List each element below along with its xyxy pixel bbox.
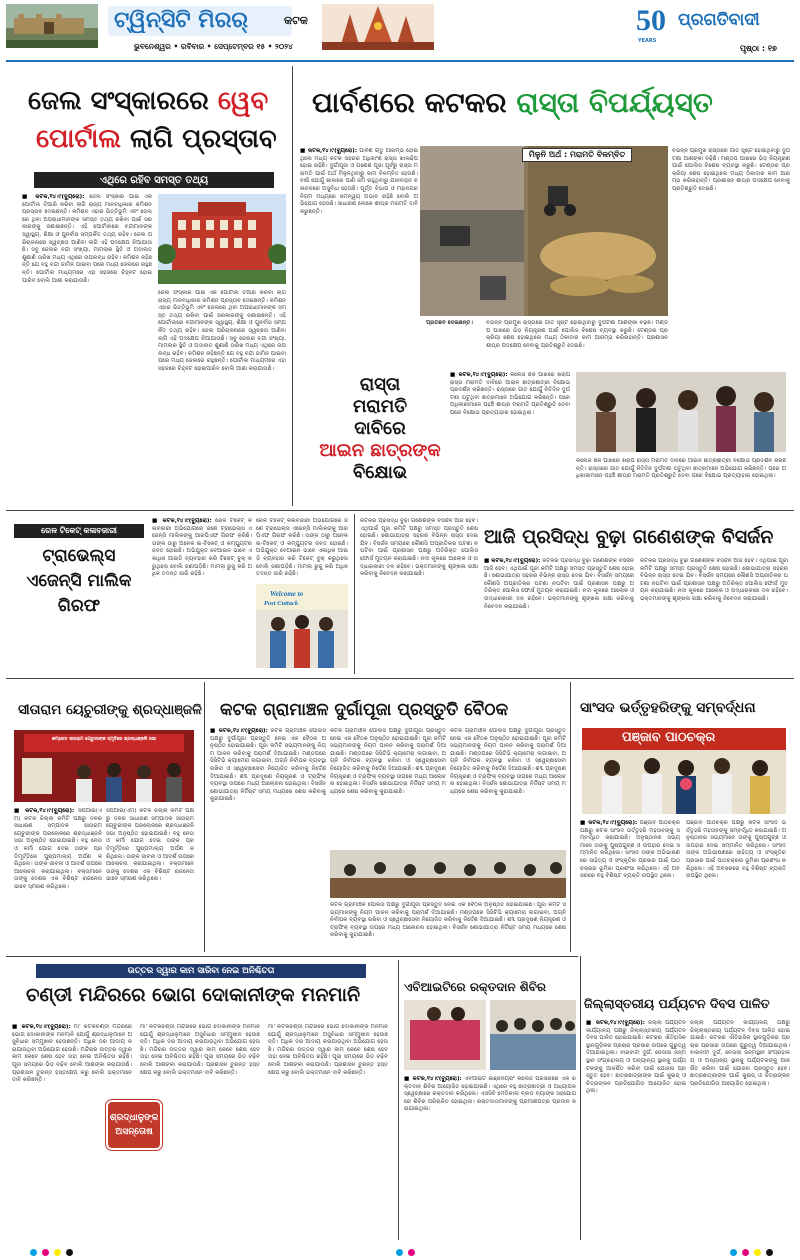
reg-mark-magenta-3 bbox=[742, 1249, 749, 1256]
durgapuja-body-b: କଟକ ଗ୍ରାମାଞ୍ଚଳ ପୋଲିସ ପକ୍ଷରୁ ଦୁର୍ଗାପୂଜା ପ୍ରସ୍ତୁତି ନେଇ ଏକ ବୈଠକ ଅନୁଷ୍ଠିତ ହୋଇଯାଇଛି। ପୂଜା କମିଟି ସଭ୍ୟମାନଙ୍କୁ ନିୟମ ପାଳନ କରିବାକୁ ପରାମର୍ଶ ଦିଆଯାଇଛି। ମଣ୍ଡପରେ ସିସିଟିଭି କ୍ୟାମେରା ଲଗାଇବା, ଅଗ୍ନି ନିର୍ବାପକ ବ୍ୟବସ୍ଥା ରଖିବା ଓ ସ୍ୱେଚ୍ଛାସେବୀ ନିୟୋଜିତ କରିବାକୁ ନିର୍ଦ୍ଦେଶ ଦିଆଯାଇଛି। ଶବ୍ଦ ପ୍ରଦୂଷଣ ନିୟନ୍ତ୍ରଣ ଓ ଟ୍ରାଫିକ୍ ବ୍ୟବସ୍ଥା ଉପରେ ମଧ୍ୟ ଆଲୋଚନା ହୋଇଥିଲା। ବିସର୍ଜନ ଶୋଭାଯାତ୍ରା ନିର୍ଦ୍ଦିଷ୍ଟ ସମୟ ମଧ୍ୟରେ ଶେଷ କରିବାକୁ କୁହାଯାଇଛି। bbox=[330, 728, 446, 795]
col-rule-6 bbox=[580, 956, 581, 1240]
temple-body-col3 bbox=[268, 1024, 388, 1234]
city-label: କଟକ bbox=[284, 14, 308, 27]
railway-body-col1 bbox=[152, 518, 252, 668]
railway-headline bbox=[14, 544, 144, 619]
protest-photo bbox=[576, 372, 786, 452]
temple-badge bbox=[106, 1100, 162, 1150]
col-rule-5 bbox=[398, 960, 399, 1240]
registration-strip bbox=[0, 1246, 800, 1260]
protest-headline-2: ମରାମତି bbox=[352, 396, 408, 417]
roads-body-col1 bbox=[300, 148, 418, 354]
reg-mark-yellow-3 bbox=[754, 1249, 761, 1256]
col-rule-1 bbox=[292, 66, 293, 506]
story-tourism bbox=[582, 956, 794, 1240]
durgapuja-dateline: ■ କଟକ,୧୪।୯(ବ୍ୟୁରୋ): bbox=[210, 728, 268, 734]
temple-body: ମା' କଟକଚଣ୍ଡୀ ମନ୍ଦିରରେ ଭୋଗ ଦୋକାନୀଙ୍କ ମନମାନି ଯୋଗୁଁ ଶ୍ରଦ୍ଧାଳୁମାନେ ଅସୁବିଧାର ସମ୍ମୁଖୀନ ହେଉଛନ୍ତି। ଅଧିକ ଦର ଆଦାୟ କରାଯାଉଥିବା ଅଭିଯୋଗ ହେଉଛି। ମନ୍ଦିରର ଉତ୍ତର ଦ୍ୱାର କାମ କେବେ ଶେଷ ହେବ ତାହା ନେଇ ଅନିଶ୍ଚିତତା ରହିଛି। ପୂଜା ସମୟରେ ଭିଡ଼ ବଢ଼ିବ ବୋଲି ଆଶଙ୍କା କରାଯାଉଛି। ପ୍ରଶାସନ ତୁରନ୍ତ ହସ୍ତକ୍ଷେପ କରୁ ବୋଲି ଭକ୍ତମାନେ ଦାବି କରିଛନ୍ତି। bbox=[12, 1024, 132, 1084]
railway-body-cont: ରେଳ ଟିକେଟ୍ କଳାବଜାରୀ ଅଭିଯୋଗରେ ଜଣେ ଟ୍ରାଭେଲ୍ସ ଏଜେନ୍ସି ମାଲିକଙ୍କୁ ଆରପିଏଫ ଗିରଫ କରିଛି। ତାଙ୍କ ଠାରୁ ଅନେକ ଇ-ଟିକେଟ୍ ଓ କମ୍ପ୍ୟୁଟର ଜବତ ହୋଇଛି। ଅଭିଯୁକ୍ତ ବେଆଇନ ଭାବେ ଏକାଧିକ ଆଇଡି ବ୍ୟବହାର କରି ଟିକେଟ୍ ବୁକ୍ କରୁଥିଲେ ବୋଲି ଜଣାପଡ଼ିଛି। ମାମଲା ରୁଜୁ କରି ଅଧିକ ତଦନ୍ତ ଜାରି ରହିଛି। bbox=[256, 518, 348, 578]
roads-body-col3 bbox=[672, 148, 790, 354]
story-railway bbox=[6, 514, 352, 674]
durgapuja-body-d: କଟକ ଗ୍ରାମାଞ୍ଚଳ ପୋଲିସ ପକ୍ଷରୁ ଦୁର୍ଗାପୂଜା ପ୍ରସ୍ତୁତି ନେଇ ଏକ ବୈଠକ ଅନୁଷ୍ଠିତ ହୋଇଯାଇଛି। ପୂଜା କମିଟି ସଭ୍ୟମାନଙ୍କୁ ନିୟମ ପାଳନ କରିବାକୁ ପରାମର୍ଶ ଦିଆଯାଇଛି। ମଣ୍ଡପରେ ସିସିଟିଭି କ୍ୟାମେରା ଲଗାଇବା, ଅଗ୍ନି ନିର୍ବାପକ ବ୍ୟବସ୍ଥା ରଖିବା ଓ ସ୍ୱେଚ୍ଛାସେବୀ ନିୟୋଜିତ କରିବାକୁ ନିର୍ଦ୍ଦେଶ ଦିଆଯାଇଛି। ଶବ୍ଦ ପ୍ରଦୂଷଣ ନିୟନ୍ତ୍ରଣ ଓ ଟ୍ରାଫିକ୍ ବ୍ୟବସ୍ଥା ଉପରେ ମଧ୍ୟ ଆଲୋଚନା ହୋଇଥିଲା। ବିସର୍ଜନ ଶୋଭାଯାତ୍ରା ନିର୍ଦ୍ଦିଷ୍ଟ ସମୟ ମଧ୍ୟରେ ଶେଷ କରିବାକୁ କୁହାଯାଇଛି। bbox=[330, 902, 566, 939]
story-yechury bbox=[6, 682, 202, 952]
durgapuja-body-col3 bbox=[450, 728, 566, 846]
jail-body-cont: ଜେଲ ସଂସ୍କାର ପାଇଁ ଏକ ପୋର୍ଟାଲ ତିଆରି କରିବା ଲାଗି ରାଜ୍ୟ ମାନବାଧିକାର କମିଶନ ପ୍ରସ୍ତାବ ଦେଇଛନ୍ତି। କମିଶନ ଏହାର ଭିତ୍ତିଭୂମି ଏବଂ ଜେଲରେ ଥିବା ଅପରାଧୀମାନଙ୍କ ସମସ୍ତ ତଥ୍ୟ ରଖିବା ପାଇଁ ସରକାରଙ୍କୁ ଜଣାଇଛନ୍ତି। ଏହି ପୋର୍ଟାଲରେ ବନ୍ଦୀମାନଙ୍କ ସ୍ୱାସ୍ଥ୍ୟ, ଶିକ୍ଷା ଓ ପୁନର୍ବାସ ସମ୍ପର୍କିତ ତଥ୍ୟ ରହିବ। ଜେଲ ପରିଚାଳନାରେ ସ୍ୱଚ୍ଛତା ଆଣିବା ଲାଗି ଏହି ପଦକ୍ଷେପ ନିଆଯାଉଛି। ସବୁ ଜେଲର ବନ୍ଦୀ ସଂଖ୍ୟା, ମାମଲାର ସ୍ଥିତି ଓ ଅଦାଲତ ଶୁଣାଣି ତାରିଖ ମଧ୍ୟ ଏଥିରେ ଉପଲବ୍ଧ ରହିବ। କମିଶନ କହିଛନ୍ତି ଯେ ବହୁ ବନ୍ଦୀ ଜାମିନ ପାଇବା ପରେ ମଧ୍ୟ ଜେଲରେ ରହୁଛନ୍ତି। ପୋର୍ଟାଲ ମାଧ୍ୟମରେ ଏହା ସହଜରେ ଚିହ୍ନଟ ହୋଇପାରିବ ବୋଲି ଆଶା କରାଯାଉଛି। bbox=[158, 290, 286, 372]
reg-mark-magenta bbox=[42, 1249, 49, 1256]
tourism-body-col1 bbox=[586, 1020, 686, 1234]
temple-kicker: ଉତ୍ତର ଦ୍ୱାର କାମ ସାରିବା ନେଇ ଅନିଶ୍ଚିତତା bbox=[127, 966, 275, 976]
mp-body-col2 bbox=[686, 820, 786, 948]
reg-mark-yellow bbox=[54, 1249, 61, 1256]
temple-dateline: ■ କଟକ,୧୪।୯(ବ୍ୟୁରୋ): bbox=[12, 1024, 71, 1030]
court-building-photo bbox=[158, 194, 286, 284]
temple-kicker-bar bbox=[36, 964, 366, 978]
rule-3 bbox=[6, 956, 578, 957]
protest-headline-box bbox=[318, 374, 442, 504]
rule-1 bbox=[6, 510, 794, 511]
jail-body-col2 bbox=[158, 290, 286, 500]
ganesh-dateline: ■ କଟକ,୧୪।୯(ବ୍ୟୁରୋ): bbox=[484, 558, 541, 564]
roads-dateline: ■ କଟକ,୧୪।୯(ବ୍ୟୁରୋ): bbox=[300, 148, 358, 154]
protest-body-col1 bbox=[450, 372, 570, 502]
anniversary-logo bbox=[636, 4, 670, 48]
mp-body-col1 bbox=[580, 820, 680, 948]
durgapuja-body-c: କଟକ ଗ୍ରାମାଞ୍ଚଳ ପୋଲିସ ପକ୍ଷରୁ ଦୁର୍ଗାପୂଜା ପ୍ରସ୍ତୁତି ନେଇ ଏକ ବୈଠକ ଅନୁଷ୍ଠିତ ହୋଇଯାଇଛି। ପୂଜା କମିଟି ସଭ୍ୟମାନଙ୍କୁ ନିୟମ ପାଳନ କରିବାକୁ ପରାମର୍ଶ ଦିଆଯାଇଛି। ମଣ୍ଡପରେ ସିସିଟିଭି କ୍ୟାମେରା ଲଗାଇବା, ଅଗ୍ନି ନିର୍ବାପକ ବ୍ୟବସ୍ଥା ରଖିବା ଓ ସ୍ୱେଚ୍ଛାସେବୀ ନିୟୋଜିତ କରିବାକୁ ନିର୍ଦ୍ଦେଶ ଦିଆଯାଇଛି। ଶବ୍ଦ ପ୍ରଦୂଷଣ ନିୟନ୍ତ୍ରଣ ଓ ଟ୍ରାଫିକ୍ ବ୍ୟବସ୍ଥା ଉପରେ ମଧ୍ୟ ଆଲୋଚନା ହୋଇଥିଲା। ବିସର୍ଜନ ଶୋଭାଯାତ୍ରା ନିର୍ଦ୍ଦିଷ୍ଟ ସମୟ ମଧ୍ୟରେ ଶେଷ କରିବାକୁ କୁହାଯାଇଛି। bbox=[450, 728, 566, 795]
railway-headline-2: ଏଜେନ୍ସି ମାଲିକ bbox=[26, 571, 132, 591]
ganesh-body-col1 bbox=[360, 518, 478, 668]
railway-body: ରେଳ ଟିକେଟ୍ କଳାବଜାରୀ ଅଭିଯୋଗରେ ଜଣେ ଟ୍ରାଭେଲ୍ସ ଏଜେନ୍ସି ମାଲିକଙ୍କୁ ଆରପିଏଫ ଗିରଫ କରିଛି। ତାଙ୍କ ଠାରୁ ଅନେକ ଇ-ଟିକେଟ୍ ଓ କମ୍ପ୍ୟୁଟର ଜବତ ହୋଇଛି। ଅଭିଯୁକ୍ତ ବେଆଇନ ଭାବେ ଏକାଧିକ ଆଇଡି ବ୍ୟବହାର କରି ଟିକେଟ୍ ବୁକ୍ କରୁଥିଲେ ବୋଲି ଜଣାପଡ଼ିଛି। ମାମଲା ରୁଜୁ କରି ଅଧିକ ତଦନ୍ତ ଜାରି ରହିଛି। bbox=[152, 518, 252, 578]
jail-headline-line2 bbox=[36, 124, 277, 155]
durgapuja-body-col1 bbox=[210, 728, 326, 946]
blood-photo-1 bbox=[404, 1000, 486, 1070]
temple-body-b: ମା' କଟକଚଣ୍ଡୀ ମନ୍ଦିରରେ ଭୋଗ ଦୋକାନୀଙ୍କ ମନମାନି ଯୋଗୁଁ ଶ୍ରଦ୍ଧାଳୁମାନେ ଅସୁବିଧାର ସମ୍ମୁଖୀନ ହେଉଛନ୍ତି। ଅଧିକ ଦର ଆଦାୟ କରାଯାଉଥିବା ଅଭିଯୋଗ ହେଉଛି। ମନ୍ଦିରର ଉତ୍ତର ଦ୍ୱାର କାମ କେବେ ଶେଷ ହେବ ତାହା ନେଇ ଅନିଶ୍ଚିତତା ରହିଛି। ପୂଜା ସମୟରେ ଭିଡ଼ ବଢ଼ିବ ବୋଲି ଆଶଙ୍କା କରାଯାଉଛି। ପ୍ରଶାସନ ତୁରନ୍ତ ହସ୍ତକ୍ଷେପ କରୁ ବୋଲି ଭକ୍ତମାନେ ଦାବି କରିଛନ୍ତି। bbox=[140, 1024, 260, 1076]
mp-headline: ସାଂସଦ ଭର୍ତ୍ତୃହରିଙ୍କୁ ସମ୍ବର୍ଦ୍ଧନା bbox=[580, 700, 756, 716]
blood-body bbox=[404, 1076, 576, 1234]
yechury-body: ସିପିଆଇ(ଏମ) କଟକ ଜିଲ୍ଲା କମିଟି ପକ୍ଷରୁ ଦଳର ସାଧାରଣ ସମ୍ପାଦକ ସୀତାରାମ ୟେଚୁରୀଙ୍କ ପରଲୋକରେ ଶ୍ରଦ୍ଧାଞ୍ଜଳି ସଭା ଅନୁଷ୍ଠିତ ହୋଇଯାଇଛି। ବହୁ ନେତା ଓ କର୍ମୀ ଯୋଗ ଦେଇ ତାଙ୍କ ପ୍ରତିମୂର୍ତ୍ତିରେ ପୁଷ୍ପମାଲ୍ୟ ଅର୍ପଣ କରିଥିଲେ। ତାଙ୍କ ଜୀବନୀ ଓ ଆଦର୍ଶ ଉପରେ ଆଲୋଚନା କରାଯାଇଥିଲା। ବକ୍ତାମାନେ ତାଙ୍କୁ ଦେଶର ଏକ ବିଶିଷ୍ଟ ରାଜନେତା ଭାବେ ସ୍ମରଣ କରିଥିଲେ। bbox=[14, 808, 102, 890]
masthead bbox=[0, 0, 800, 60]
protest-headline-5: ବିକ୍ଷୋଭ bbox=[352, 462, 408, 483]
protest-headline-1: ରାସ୍ତା bbox=[359, 374, 401, 395]
mp-dateline: ■ କଟକ,୧୪।୯(ବ୍ୟୁରୋ): bbox=[580, 820, 638, 826]
story-jail bbox=[6, 66, 290, 506]
protest-dateline: ■ କଟକ,୧୪।୯(ବ୍ୟୁରୋ): bbox=[450, 372, 508, 378]
railway-headline-1: ଟ୍ରାଭେଲ୍ସ bbox=[42, 546, 116, 566]
reg-mark-cyan-2 bbox=[396, 1249, 403, 1256]
protest-body: କଲେଜ ଛକ ପାଖରେ ଖରାପ ରାସ୍ତା ମରାମତି ଦାବିରେ ଆଇନ ଛାତ୍ରଛାତ୍ରୀ ବିକ୍ଷୋଭ ପ୍ରଦର୍ଶନ କରିଛନ୍ତି। ରାସ୍ତାରେ ଗାତ ଯୋଗୁଁ ନିତିଦିନ ଦୁର୍ଘଟଣା ଘଟୁଥିବା ଛାତ୍ରମାନେ ଅଭିଯୋଗ କରିଛନ୍ତି। ପରେ ଅଧିକାରୀମାନେ ପହଞ୍ଚି ଶୀଘ୍ର ମରାମତି ପ୍ରତିଶ୍ରୁତି ଦେବା ପରେ ବିକ୍ଷୋଭ ପ୍ରତ୍ୟାହାର ହୋଇଥିଲା। bbox=[450, 372, 570, 416]
jail-headline-part1: ଜେଲ ସଂସ୍କାରରେ bbox=[28, 86, 209, 116]
jail-headline-part3: ପୋର୍ଟାଲ bbox=[36, 124, 121, 154]
mp-body: ପଞ୍ଜାବ ପାଠଚକ୍ର ପକ୍ଷରୁ କଟକ ସାଂସଦ ଭର୍ତ୍ତୃହରି ମହତାବଙ୍କୁ ସମ୍ବର୍ଦ୍ଧିତ କରାଯାଇଛି। ଅନୁଷ୍ଠାନର ସଭ୍ୟମାନେ ତାଙ୍କୁ ପୁଷ୍ପଗୁଚ୍ଛ ଓ ଉପହାର ଦେଇ ସମ୍ମାନିତ କରିଥିଲେ। ସାଂସଦ ତାଙ୍କ ଅଭିଭାଷଣରେ ସାହିତ୍ୟ ଓ ସଂସ୍କୃତିର ପ୍ରସାର ପାଇଁ ପାଠଚକ୍ରର ଭୂମିକା ପ୍ରଶଂସା କରିଥିଲେ। ଏହି ଅବସରରେ ବହୁ ବିଶିଷ୍ଟ ବ୍ୟକ୍ତି ଉପସ୍ଥିତ ଥିଲେ। bbox=[580, 820, 680, 880]
masthead-rule bbox=[6, 60, 794, 62]
col-rule-4 bbox=[570, 682, 571, 952]
railway-kicker-bar bbox=[14, 524, 144, 538]
roads-caption: ମିଳୁନି ଅର୍ଥ : ମରାମତି ବିଳମ୍ବିତ bbox=[528, 150, 626, 159]
ganesh-body-cont: କଟକର ପ୍ରସିଦ୍ଧ ବୁଢ଼ା ଗଣେଶଙ୍କ ବିସର୍ଜନ ଆଜି ହେବ। ଏଥିପାଇଁ ପୂଜା କମିଟି ପକ୍ଷରୁ ସମସ୍ତ ପ୍ରସ୍ତୁତି ଶେଷ ହୋଇଛି। ଶୋଭାଯାତ୍ରା ସହରର ବିଭିନ୍ନ ରାସ୍ତା ଦେଇ ଯିବ। ବିସର୍ଜନ ସମୟରେ କୌଣସି ଅପ୍ରୀତିକର ଘଟଣା ନଘଟିବା ପାଇଁ ପ୍ରଶାସନ ପକ୍ଷରୁ ଅତିରିକ୍ତ ପୋଲିସ ଫୋର୍ସ ମୁତୟନ କରାଯାଇଛି। ନଦୀ କୂଳରେ ଆଲୋକ ଓ ଉଦ୍ଧାରକାରୀ ଦଳ ରହିବେ। ଭକ୍ତମାନଙ୍କୁ ଶୃଙ୍ଖଳା ରକ୍ଷା କରିବାକୁ ନିବେଦନ କରାଯାଇଛି। bbox=[640, 558, 788, 602]
roads-photo-credit: ପ୍ରତିଛବି ଦେଇଛନ୍ତି। bbox=[426, 320, 473, 326]
fort-illustration bbox=[6, 4, 98, 48]
yechury-headline: ସୀତାରାମ ୟେଚୁରୀଙ୍କୁ ଶ୍ରଦ୍ଧାଞ୍ଜଳି bbox=[18, 702, 202, 718]
temple-body-c: ମା' କଟକଚଣ୍ଡୀ ମନ୍ଦିରରେ ଭୋଗ ଦୋକାନୀଙ୍କ ମନମାନି ଯୋଗୁଁ ଶ୍ରଦ୍ଧାଳୁମାନେ ଅସୁବିଧାର ସମ୍ମୁଖୀନ ହେଉଛନ୍ତି। ଅଧିକ ଦର ଆଦାୟ କରାଯାଉଥିବା ଅଭିଯୋଗ ହେଉଛି। ମନ୍ଦିରର ଉତ୍ତର ଦ୍ୱାର କାମ କେବେ ଶେଷ ହେବ ତାହା ନେଇ ଅନିଶ୍ଚିତତା ରହିଛି। ପୂଜା ସମୟରେ ଭିଡ଼ ବଢ଼ିବ ବୋଲି ଆଶଙ୍କା କରାଯାଉଛି। ପ୍ରଶାସନ ତୁରନ୍ତ ହସ୍ତକ୍ଷେପ କରୁ ବୋଲି ଭକ୍ତମାନେ ଦାବି କରିଛନ୍ତି। bbox=[268, 1024, 388, 1076]
story-ganesh bbox=[356, 514, 794, 674]
protest-headline-4: ଆଇନ ଛାତ୍ରଙ୍କ bbox=[319, 440, 441, 461]
story-blood bbox=[400, 960, 580, 1240]
protest-headline-3: ଦାବିରେ bbox=[354, 418, 406, 439]
durgapuja-body-col4 bbox=[330, 902, 566, 946]
tourism-body-cont: ଜିଲ୍ଲା ପର୍ଯ୍ୟଟନ କାର୍ଯ୍ୟାଳୟ ପକ୍ଷରୁ ଜିଲ୍ଲାସ୍ତରୀୟ ପର୍ଯ୍ୟଟନ ଦିବସ ପାଳିତ ହୋଇଯାଇଛି। କଟକର ଐତିହାସିକ ସ୍ଥାନଗୁଡ଼ିକର ପ୍ରଚାର ପ୍ରସାର ଉପରେ ଗୁରୁତ୍ୱ ଦିଆଯାଇଥିଲା। ବାରବାଟୀ ଦୁର୍ଗ, ନେତାଜୀ ଜନ୍ମସ୍ଥାନ ସଂଗ୍ରହାଳୟ ଓ ଅନ୍ୟାନ୍ୟ ସ୍ଥାନକୁ ପର୍ଯ୍ୟଟକଙ୍କୁ ଆକର୍ଷିତ କରିବା ପାଇଁ ଯୋଜନା ପ୍ରସ୍ତୁତ ହେବ। ଛାତ୍ରଛାତ୍ରୀଙ୍କ ପାଇଁ କୁଇଜ୍ ଓ ଚିତ୍ରାଙ୍କନ ପ୍ରତିଯୋଗିତା ଆୟୋଜିତ ହୋଇଥିଲା। bbox=[690, 1020, 790, 1087]
mp-photo-banner: ପଞ୍ଜାବ ପାଠଚକ୍ର bbox=[622, 730, 716, 745]
blood-photo-2 bbox=[490, 1000, 576, 1070]
years-label: YEARS bbox=[638, 38, 657, 44]
dateline: ଭୁବନେଶ୍ୱର • ରବିବାର • ସେପ୍ଟେମ୍ବର ୧୫ • ୨୦୨୪ bbox=[134, 42, 293, 51]
temple-badge-line1: ଶ୍ରଦ୍ଧାଳୁଙ୍କ bbox=[109, 1113, 159, 1123]
protest-body-cont: କଲେଜ ଛକ ପାଖରେ ଖରାପ ରାସ୍ତା ମରାମତି ଦାବିରେ ଆଇନ ଛାତ୍ରଛାତ୍ରୀ ବିକ୍ଷୋଭ ପ୍ରଦର୍ଶନ କରିଛନ୍ତି। ରାସ୍ତାରେ ଗାତ ଯୋଗୁଁ ନିତିଦିନ ଦୁର୍ଘଟଣା ଘଟୁଥିବା ଛାତ୍ରମାନେ ଅଭିଯୋଗ କରିଛନ୍ତି। ପରେ ଅଧିକାରୀମାନେ ପହଞ୍ଚି ଶୀଘ୍ର ମରାମତି ପ୍ରତିଶ୍ରୁତି ଦେବା ପରେ ବିକ୍ଷୋଭ ପ୍ରତ୍ୟାହାର ହୋଇଥିଲା। bbox=[576, 458, 786, 480]
durgapuja-body-col2 bbox=[330, 728, 446, 846]
roads-headline-part1: ପାର୍ବଣରେ କଟକର bbox=[312, 86, 507, 119]
yechury-body-col2 bbox=[106, 808, 194, 948]
blood-body-text: ଏବିଆଇଟି ଇଞ୍ଜିନିୟରିଂ କଲେଜ ପରିସରରେ ଏକ ରକ୍ତଦାନ ଶିବିର ଆୟୋଜିତ ହୋଇଯାଇଛି। ଏଥିରେ ବହୁ ଛାତ୍ରଛାତ୍ରୀ ଓ ଅଧ୍ୟାପକ ସ୍ୱେଚ୍ଛାରେ ରକ୍ତଦାନ କରିଥିଲେ। ଏସସିବି ମେଡିକାଲ ବ୍ଲଡ ବ୍ୟାଙ୍କ ସହଯୋଗରେ ଶିବିର ପରିଚାଳିତ ହୋଇଥିଲା। ରକ୍ତଦାତାମାନଙ୍କୁ ପ୍ରମାଣପତ୍ର ପ୍ରଦାନ କରାଯାଇଥିଲା। bbox=[404, 1076, 576, 1113]
roads-caption-box bbox=[522, 148, 632, 162]
anniversary-number: 50 bbox=[636, 4, 666, 37]
story-temple bbox=[6, 960, 398, 1240]
col-rule-3 bbox=[204, 682, 205, 952]
roads-body-bottom bbox=[486, 320, 668, 356]
durgapuja-photo bbox=[330, 850, 566, 898]
yechury-dateline: ■ କଟକ,୧୪।୯(ବ୍ୟୁରୋ): bbox=[14, 808, 75, 814]
tourism-body-col2 bbox=[690, 1020, 790, 1234]
roads-headline-part2: ରାସ୍ତା ବିପର୍ଯ୍ୟସ୍ତ bbox=[516, 86, 713, 119]
section-title-text: ଟ୍ୱିନ୍‌ସିଟି ମିରର୍ bbox=[114, 8, 249, 33]
col-rule-2 bbox=[354, 514, 355, 674]
ganesh-body-col2 bbox=[484, 558, 634, 668]
temple-badge-line2: ଅସନ୍ତୋଷ bbox=[115, 1127, 153, 1137]
roads-body: ପାର୍ବଣ ଋତୁ ଆରମ୍ଭ ହୋଇଥିଲେ ମଧ୍ୟ କଟକ ସହରର ଅଧିକାଂଶ ରାସ୍ତା ଖାଲଢିପ ହୋଇ ରହିଛି। ଦୁର୍ଗାପୂଜା ଓ ଗଣେଶ ପୂଜା ପୂର୍ବରୁ ରାସ୍ତା ମରାମତି ପାଇଁ ଅର୍ଥ ମିଳୁନଥିବାରୁ କାମ ବିଳମ୍ବିତ ହେଉଛି। ବର୍ଷା ଯୋଗୁଁ ଖାଲରେ ପାଣି ଜମି ରହୁଥିବାରୁ ଯାନବାହନ ଚଳାଚଳରେ ଅସୁବିଧା ହେଉଛି। ପୂର୍ତ୍ତ ବିଭାଗ ଓ ମହାନଗର ନିଗମ ମଧ୍ୟରେ ସମନ୍ୱୟ ଅଭାବ ରହିଛି ବୋଲି ଅଭିଯୋଗ ହେଉଛି। ସାଧାରଣ ଲୋକେ ଶୀଘ୍ର ମରାମତି ଦାବି କରୁଛନ୍ତି। bbox=[300, 148, 418, 215]
jail-body: ଜେଲ ସଂସ୍କାର ପାଇଁ ଏକ ପୋର୍ଟାଲ ତିଆରି କରିବା ଲାଗି ରାଜ୍ୟ ମାନବାଧିକାର କମିଶନ ପ୍ରସ୍ତାବ ଦେଇଛନ୍ତି। କମିଶନ ଏହାର ଭିତ୍ତିଭୂମି ଏବଂ ଜେଲରେ ଥିବା ଅପରାଧୀମାନଙ୍କ ସମସ୍ତ ତଥ୍ୟ ରଖିବା ପାଇଁ ସରକାରଙ୍କୁ ଜଣାଇଛନ୍ତି। ଏହି ପୋର୍ଟାଲରେ ବନ୍ଦୀମାନଙ୍କ ସ୍ୱାସ୍ଥ୍ୟ, ଶିକ୍ଷା ଓ ପୁନର୍ବାସ ସମ୍ପର୍କିତ ତଥ୍ୟ ରହିବ। ଜେଲ ପରିଚାଳନାରେ ସ୍ୱଚ୍ଛତା ଆଣିବା ଲାଗି ଏହି ପଦକ୍ଷେପ ନିଆଯାଉଛି। ସବୁ ଜେଲର ବନ୍ଦୀ ସଂଖ୍ୟା, ମାମଲାର ସ୍ଥିତି ଓ ଅଦାଲତ ଶୁଣାଣି ତାରିଖ ମଧ୍ୟ ଏଥିରେ ଉପଲବ୍ଧ ରହିବ। କମିଶନ କହିଛନ୍ତି ଯେ ବହୁ ବନ୍ଦୀ ଜାମିନ ପାଇବା ପରେ ମଧ୍ୟ ଜେଲରେ ରହୁଛନ୍ତି। ପୋର୍ଟାଲ ମାଧ୍ୟମରେ ଏହା ସହଜରେ ଚିହ୍ନଟ ହୋଇପାରିବ ବୋଲି ଆଶା କରାଯାଉଛି। bbox=[22, 194, 152, 284]
jail-dateline: ■ କଟକ,୧୪।୯(ବ୍ୟୁରୋ): bbox=[22, 194, 85, 200]
roads-body2: ବିଭିନ୍ନ ପ୍ରମୁଖ ରାସ୍ତାରେ ଗାତ ସୃଷ୍ଟି ହୋଇଥିବାରୁ ଦୁର୍ଘଟଣା ଆଶଙ୍କା ବଢ଼ିଛି। ମଣ୍ଡପ ପାଖରେ ଭିଡ଼ ନିୟନ୍ତ୍ରଣ ପାଇଁ ପୋଲିସ ବିଶେଷ ବ୍ୟବସ୍ଥା କରୁଛି। ଟେଣ୍ଡର ପ୍ରକ୍ରିୟା ଶେଷ ହୋଇଥିଲେ ମଧ୍ୟ ଠିକାଦାର କାମ ଆରମ୍ଭ କରିନାହାନ୍ତି। ପ୍ରଶାସନ ଶୀଘ୍ର ପଦକ୍ଷେପ ନେବାକୁ ପ୍ରତିଶ୍ରୁତି ଦେଇଛି। bbox=[672, 148, 790, 192]
reg-mark-cyan bbox=[30, 1249, 37, 1256]
tourism-dateline: ■ କଟକ,୧୪।୯(ବ୍ୟୁରୋ): bbox=[586, 1020, 646, 1026]
rule-2 bbox=[6, 678, 794, 679]
temple-illustration bbox=[322, 4, 434, 50]
story-mp bbox=[572, 682, 794, 952]
yechury-body-col1 bbox=[14, 808, 102, 948]
roads-photo-collage bbox=[420, 146, 668, 316]
roads-body-bottom-text: ବିଭିନ୍ନ ପ୍ରମୁଖ ରାସ୍ତାରେ ଗାତ ସୃଷ୍ଟି ହୋଇଥିବାରୁ ଦୁର୍ଘଟଣା ଆଶଙ୍କା ବଢ଼ିଛି। ମଣ୍ଡପ ପାଖରେ ଭିଡ଼ ନିୟନ୍ତ୍ରଣ ପାଇଁ ପୋଲିସ ବିଶେଷ ବ୍ୟବସ୍ଥା କରୁଛି। ଟେଣ୍ଡର ପ୍ରକ୍ରିୟା ଶେଷ ହୋଇଥିଲେ ମଧ୍ୟ ଠିକାଦାର କାମ ଆରମ୍ଭ କରିନାହାନ୍ତି। ପ୍ରଶାସନ ଶୀଘ୍ର ପଦକ୍ଷେପ ନେବାକୁ ପ୍ରତିଶ୍ରୁତି ଦେଇଛି। bbox=[486, 320, 668, 349]
ganesh-body-a: କଟକର ପ୍ରସିଦ୍ଧ ବୁଢ଼ା ଗଣେଶଙ୍କ ବିସର୍ଜନ ଆଜି ହେବ। ଏଥିପାଇଁ ପୂଜା କମିଟି ପକ୍ଷରୁ ସମସ୍ତ ପ୍ରସ୍ତୁତି ଶେଷ ହୋଇଛି। ଶୋଭାଯାତ୍ରା ସହରର ବିଭିନ୍ନ ରାସ୍ତା ଦେଇ ଯିବ। ବିସର୍ଜନ ସମୟରେ କୌଣସି ଅପ୍ରୀତିକର ଘଟଣା ନଘଟିବା ପାଇଁ ପ୍ରଶାସନ ପକ୍ଷରୁ ଅତିରିକ୍ତ ପୋଲିସ ଫୋର୍ସ ମୁତୟନ କରାଯାଇଛି। ନଦୀ କୂଳରେ ଆଲୋକ ଓ ଉଦ୍ଧାରକାରୀ ଦଳ ରହିବେ। ଭକ୍ତମାନଙ୍କୁ ଶୃଙ୍ଖଳା ରକ୍ଷା କରିବାକୁ ନିବେଦନ କରାଯାଇଛି। bbox=[360, 518, 478, 578]
railway-body-col2 bbox=[256, 518, 348, 580]
protest-body-col2 bbox=[576, 458, 786, 502]
railway-photo-banner2: Post Cuttack bbox=[264, 600, 299, 607]
railway-headline-3: ଗିରଫ bbox=[57, 596, 101, 616]
jail-headline-part4: ଲାଗି ପ୍ରସ୍ତାବ bbox=[130, 124, 277, 154]
jail-subhead-bar bbox=[34, 172, 274, 188]
reg-mark-magenta-2 bbox=[408, 1249, 415, 1256]
jail-body-col1 bbox=[22, 194, 152, 500]
jail-headline-part2: ୱେବ bbox=[217, 86, 269, 116]
story-roads bbox=[296, 66, 794, 366]
railway-kicker: ରେଳ ଟିକେଟ୍ କଳାବଜାରୀ bbox=[41, 526, 117, 535]
mp-body-cont: ପଞ୍ଜାବ ପାଠଚକ୍ର ପକ୍ଷରୁ କଟକ ସାଂସଦ ଭର୍ତ୍ତୃହରି ମହତାବଙ୍କୁ ସମ୍ବର୍ଦ୍ଧିତ କରାଯାଇଛି। ଅନୁଷ୍ଠାନର ସଭ୍ୟମାନେ ତାଙ୍କୁ ପୁଷ୍ପଗୁଚ୍ଛ ଓ ଉପହାର ଦେଇ ସମ୍ମାନିତ କରିଥିଲେ। ସାଂସଦ ତାଙ୍କ ଅଭିଭାଷଣରେ ସାହିତ୍ୟ ଓ ସଂସ୍କୃତିର ପ୍ରସାର ପାଇଁ ପାଠଚକ୍ରର ଭୂମିକା ପ୍ରଶଂସା କରିଥିଲେ। ଏହି ଅବସରରେ ବହୁ ବିଶିଷ୍ଟ ବ୍ୟକ୍ତି ଉପସ୍ଥିତ ଥିଲେ। bbox=[686, 820, 786, 880]
temple-headline: ଚଣ୍ଡୀ ମନ୍ଦିରରେ ଭୋଗ ଦୋକାନୀଙ୍କ ମନମାନି bbox=[26, 984, 361, 1006]
tourism-body: ଜିଲ୍ଲା ପର୍ଯ୍ୟଟନ କାର୍ଯ୍ୟାଳୟ ପକ୍ଷରୁ ଜିଲ୍ଲାସ୍ତରୀୟ ପର୍ଯ୍ୟଟନ ଦିବସ ପାଳିତ ହୋଇଯାଇଛି। କଟକର ଐତିହାସିକ ସ୍ଥାନଗୁଡ଼ିକର ପ୍ରଚାର ପ୍ରସାର ଉପରେ ଗୁରୁତ୍ୱ ଦିଆଯାଇଥିଲା। ବାରବାଟୀ ଦୁର୍ଗ, ନେତାଜୀ ଜନ୍ମସ୍ଥାନ ସଂଗ୍ରହାଳୟ ଓ ଅନ୍ୟାନ୍ୟ ସ୍ଥାନକୁ ପର୍ଯ୍ୟଟକଙ୍କୁ ଆକର୍ଷିତ କରିବା ପାଇଁ ଯୋଜନା ପ୍ରସ୍ତୁତ ହେବ। ଛାତ୍ରଛାତ୍ରୀଙ୍କ ପାଇଁ କୁଇଜ୍ ଓ ଚିତ୍ରାଙ୍କନ ପ୍ରତିଯୋଗିତା ଆୟୋଜିତ ହୋଇଥିଲା। bbox=[586, 1020, 686, 1095]
yechury-photo-banner: କମ୍ରେଡ ସୀତାରାମ ୟେଚୁରୀଙ୍କ ସ୍ମୃତିରେ ଶ୍ରଦ୍ଧାଞ୍ଜଳି ସଭା bbox=[51, 737, 157, 742]
durgapuja-body: କଟକ ଗ୍ରାମାଞ୍ଚଳ ପୋଲିସ ପକ୍ଷରୁ ଦୁର୍ଗାପୂଜା ପ୍ରସ୍ତୁତି ନେଇ ଏକ ବୈଠକ ଅନୁଷ୍ଠିତ ହୋଇଯାଇଛି। ପୂଜା କମିଟି ସଭ୍ୟମାନଙ୍କୁ ନିୟମ ପାଳନ କରିବାକୁ ପରାମର୍ଶ ଦିଆଯାଇଛି। ମଣ୍ଡପରେ ସିସିଟିଭି କ୍ୟାମେରା ଲଗାଇବା, ଅଗ୍ନି ନିର୍ବାପକ ବ୍ୟବସ୍ଥା ରଖିବା ଓ ସ୍ୱେଚ୍ଛାସେବୀ ନିୟୋଜିତ କରିବାକୁ ନିର୍ଦ୍ଦେଶ ଦିଆଯାଇଛି। ଶବ୍ଦ ପ୍ରଦୂଷଣ ନିୟନ୍ତ୍ରଣ ଓ ଟ୍ରାଫିକ୍ ବ୍ୟବସ୍ଥା ଉପରେ ମଧ୍ୟ ଆଲୋଚନା ହୋଇଥିଲା। ବିସର୍ଜନ ଶୋଭାଯାତ୍ରା ନିର୍ଦ୍ଦିଷ୍ଟ ସମୟ ମଧ୍ୟରେ ଶେଷ କରିବାକୁ କୁହାଯାଇଛି। bbox=[210, 728, 326, 803]
ganesh-body-col3 bbox=[640, 558, 788, 668]
reg-mark-cyan-3 bbox=[730, 1249, 737, 1256]
story-durgapuja bbox=[206, 682, 568, 952]
jail-headline-line1 bbox=[28, 86, 268, 117]
durgapuja-headline: କଟକ ଗ୍ରାମାଞ୍ଚଳ ଦୁର୍ଗାପୂଜା ପ୍ରସ୍ତୁତି ବୈଠକ bbox=[220, 700, 509, 720]
ganesh-headline: ଆଜି ପ୍ରସିଦ୍ଧ ବୁଢ଼ା ଗଣେଶଙ୍କ ବିସର୍ଜନ bbox=[484, 526, 774, 548]
jail-subhead: ଏଥିରେ ରହିବ ସମସ୍ତ ତଥ୍ୟ bbox=[99, 174, 209, 186]
blood-dateline: ■ କଟକ,୧୪।୯(ବ୍ୟୁରୋ): bbox=[404, 1076, 462, 1082]
reg-mark-black bbox=[66, 1249, 73, 1256]
page-number: ପୃଷ୍ଠା : ୧୭ bbox=[740, 44, 777, 53]
story-protest bbox=[296, 366, 794, 506]
railway-dateline: ■ କଟକ,୧୪।୯(ବ୍ୟୁରୋ): bbox=[152, 518, 212, 524]
ganesh-body: କଟକର ପ୍ରସିଦ୍ଧ ବୁଢ଼ା ଗଣେଶଙ୍କ ବିସର୍ଜନ ଆଜି ହେବ। ଏଥିପାଇଁ ପୂଜା କମିଟି ପକ୍ଷରୁ ସମସ୍ତ ପ୍ରସ୍ତୁତି ଶେଷ ହୋଇଛି। ଶୋଭାଯାତ୍ରା ସହରର ବିଭିନ୍ନ ରାସ୍ତା ଦେଇ ଯିବ। ବିସର୍ଜନ ସମୟରେ କୌଣସି ଅପ୍ରୀତିକର ଘଟଣା ନଘଟିବା ପାଇଁ ପ୍ରଶାସନ ପକ୍ଷରୁ ଅତିରିକ୍ତ ପୋଲିସ ଫୋର୍ସ ମୁତୟନ କରାଯାଇଛି। ନଦୀ କୂଳରେ ଆଲୋକ ଓ ଉଦ୍ଧାରକାରୀ ଦଳ ରହିବେ। ଭକ୍ତମାନଙ୍କୁ ଶୃଙ୍ଖଳା ରକ୍ଷା କରିବାକୁ ନିବେଦନ କରାଯାଇଛି। bbox=[484, 558, 634, 610]
roads-headline bbox=[312, 86, 713, 120]
reg-mark-black-3 bbox=[766, 1249, 773, 1256]
railway-photo-banner: Welcome to bbox=[270, 590, 304, 598]
yechury-body-cont: ସିପିଆଇ(ଏମ) କଟକ ଜିଲ୍ଲା କମିଟି ପକ୍ଷରୁ ଦଳର ସାଧାରଣ ସମ୍ପାଦକ ସୀତାରାମ ୟେଚୁରୀଙ୍କ ପରଲୋକରେ ଶ୍ରଦ୍ଧାଞ୍ଜଳି ସଭା ଅନୁଷ୍ଠିତ ହୋଇଯାଇଛି। ବହୁ ନେତା ଓ କର୍ମୀ ଯୋଗ ଦେଇ ତାଙ୍କ ପ୍ରତିମୂର୍ତ୍ତିରେ ପୁଷ୍ପମାଲ୍ୟ ଅର୍ପଣ କରିଥିଲେ। ତାଙ୍କ ଜୀବନୀ ଓ ଆଦର୍ଶ ଉପରେ ଆଲୋଚନା କରାଯାଇଥିଲା। ବକ୍ତାମାନେ ତାଙ୍କୁ ଦେଶର ଏକ ବିଶିଷ୍ଟ ରାଜନେତା ଭାବେ ସ୍ମରଣ କରିଥିଲେ। bbox=[106, 808, 194, 883]
paper-name: ପ୍ରଗତିବାଦୀ bbox=[678, 10, 760, 30]
blood-headline: ଏବିଆଇଟିରେ ରକ୍ତଦାନ ଶିବିର bbox=[404, 980, 546, 994]
tourism-headline: ଜିଲ୍ଲାସ୍ତରୀୟ ପର୍ଯ୍ୟଟନ ଦିବସ ପାଳିତ bbox=[584, 996, 770, 1011]
